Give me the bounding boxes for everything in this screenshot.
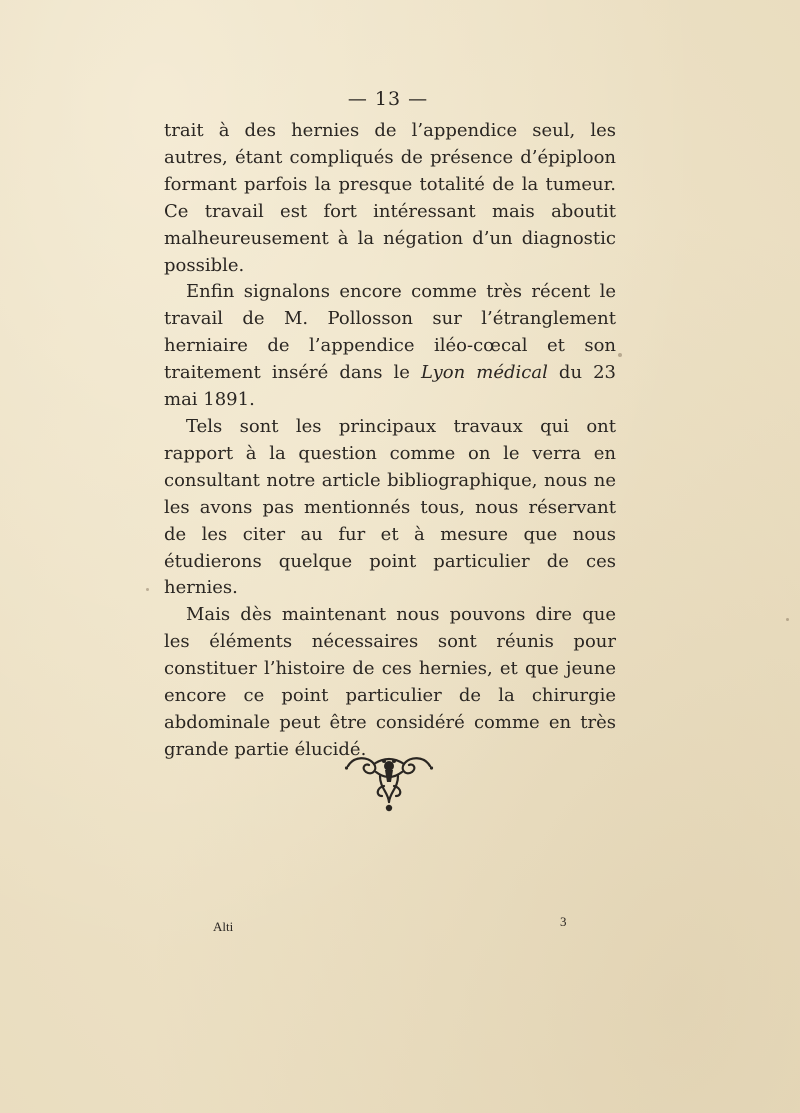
paragraph-2-text-before: Enfin signalons encore comme très récent le travail de M. Pollosson sur l’étranglement herniaire de l’appendice iléo-cœcal et son traitement inséré dans le [164,281,616,384]
body-text [164,118,616,764]
paper-speck [146,588,149,591]
paper-speck [618,353,622,357]
paragraph-3: Tels sont les principaux travaux qui ont rapport à la question comme on le verra en consultant notre article bibliographique, nous ne les avons pas mentionnés tous, nous réservant de les citer au fur et à mesure que nous étudierons quelque point particulier de ces hernies. [164,415,616,599]
paper-speck [786,618,789,621]
signature-mark: Alti [213,919,234,934]
paragraph-2 [164,279,616,414]
fleuron-tailpiece-icon [344,752,434,814]
gathering-number: 3 [560,914,567,929]
journal-title: Lyon médical [420,362,548,384]
paragraph-2-text-after: du 23 mai 1891. [164,362,616,411]
page-number: — 13 — [347,88,429,110]
paragraph-4: Mais dès maintenant nous pouvons dire que les éléments nécessaires sont réunis pour constituer l’histoire de ces hernies, et que jeune encore ce point particulier de la chirurgie abdominale peut être considéré comme en très grande partie élucidé. [164,604,616,760]
paragraph-1: trait à des hernies de l’appendice seul, les autres, étant compliqués de présence d’épiploon formant parfois la presque totalité de la tumeur. Ce travail est fort intéressant mais aboutit malheureusement à la négation d’un diagnostic possible. [164,120,616,276]
